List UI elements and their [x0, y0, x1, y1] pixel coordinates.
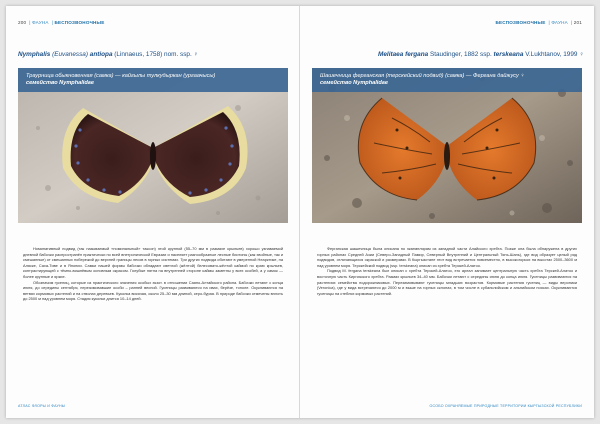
- right-species-title: [378, 51, 584, 58]
- right-subsection: БЕСПОЗВОНОЧНЫЕ: [495, 20, 546, 25]
- right-title-author: Staudinger, 1882 ssp.: [429, 51, 492, 58]
- left-paragraph: Номинативный подвид (так называемый «номинальный» таксон) этой крупной (55–70 мм в размахе крыльев) хорошо узнаваемой дневной бабочки распространён практически по всей внетропической Евразии и населяет разнообразные лесные биотопы (как хвойные, так и смешанные) от смешанных побережий до верхней границы лесов в горных системах. Три других подвида обитают в умеренной Неарктике, на Аляске, Саха-Тиве и в Японии. Самки нашей формы бабочки обладают светлой (жёлтой) белесовато-жёлтой каймой по краю крыльев, контрастирующей с тёмно-вишнёвым основным окрасом. Голубые пятна на внутренней стороне каймы заметны у всех особей, а у самок — более крупные и яркие.: [23, 246, 283, 279]
- left-photo-caption: [18, 68, 288, 92]
- right-page: [300, 6, 594, 418]
- right-caption-line1: Шашечница ферганская (терскейский подвид) (самка) — Фергана дайжусу ♀: [320, 73, 525, 79]
- left-caption-family: семейство Nymphalidae: [26, 80, 94, 86]
- left-title-author: (Linnaeus, 1758) nom. ssp. ♀: [114, 51, 199, 58]
- left-page-number: 200: [18, 20, 27, 25]
- left-butterfly-photo: [18, 68, 288, 223]
- right-title-species: fergana: [405, 51, 429, 58]
- left-section: ФАУНА: [32, 20, 49, 25]
- right-butterfly-photo: [312, 68, 582, 223]
- left-paragraph: Обозначим гусениц, которые из практического значения особых экзот. в отношении Саяно-Алтайского района. Бабочки летают с конца июня, до середины сентября, перезимовавшие особи – ранней весной. Гусеницы развиваются на ивах, берёзе, тополе. Окукливаются на ветвях кормовых растений и на стволах деревьев. Куколка висячая, около 25–30 мм длиной, серо-бурая. В природе бабочки отмечены вплоть до 2500 м над уровнем моря. Стадия куколки длится 10–14 дней.: [23, 279, 283, 302]
- right-footer: ОСОБО ОХРАНЯЕМЫЕ ПРИРОДНЫЕ ТЕРРИТОРИИ КЫРГЫЗСКОЙ РЕСПУБЛИКИ: [429, 404, 582, 408]
- right-title-subspecies: terskeana: [493, 51, 524, 58]
- right-section: ФАУНА: [551, 20, 568, 25]
- left-running-head: 200 | ФАУНА | БЕСПОЗВОНОЧНЫЕ: [18, 20, 105, 25]
- right-page-number: 201: [573, 20, 582, 25]
- left-species-title: [18, 51, 198, 58]
- right-title-author2: V.Lukhtanov, 1999 ♀: [525, 51, 584, 58]
- left-subsection: БЕСПОЗВОНОЧНЫЕ: [54, 20, 105, 25]
- book-spread: [6, 6, 594, 418]
- right-title-genus: Melitaea: [378, 51, 404, 58]
- left-body-text: [23, 246, 283, 302]
- right-running-head: БЕСПОЗВОНОЧНЫЕ | ФАУНА | 201: [495, 20, 582, 25]
- left-footer: АТЛАС ФЛОРЫ И ФАУНЫ: [18, 404, 66, 408]
- right-paragraph: Подвид M. fergana terskeana был описан с хребта Терскей-Алатоо, его ареал занимает центральную часть хребта Терскей-Алатоо и восточную часть Киргизского хребта. Размах крыльев 34–40 мм. Бабочки летают с середины июня до конца июля. Гусеницы развиваются на растениях семейства подорожниковых. Перезимовывают гусеницы младших возрастов. Кормовые растения гусениц — виды вероники (Veronica), где у вида встречаются до 2000 м и выше на горных склонах, в том числе в субальпийском и альпийском поясах. Окукливаются гусеницы на стеблях кормовых растений.: [317, 268, 577, 296]
- left-page: [6, 6, 300, 418]
- right-paragraph: Ферганская шашечница была описана по экземплярам из западной части Алайского хребта. Позже она была обнаружена в других горных районах Средней Азии (Северо-Западный Памир, Северный Внутренний и Центральный Тянь-Шань), где вид образует целый ряд подвидов, отличающихся окраской и размерами. В Кыргызстане этот вид встречается повсеместно, в высокогорьях на высотах 2500–3600 м над уровнем моря. Терскейский подвид (ssp. terskeana) описан из хребта Терскей-Алатоо.: [317, 246, 577, 268]
- right-caption-family: семейство Nymphalidae: [320, 80, 388, 86]
- left-caption-line1: Траурница обыкновенная (самка) — кайгылы тулкудыркан (ургаачысы): [26, 73, 216, 79]
- left-title-genus: Nymphalis: [18, 51, 51, 58]
- right-body-text: [317, 246, 577, 296]
- right-photo-caption: [312, 68, 582, 92]
- left-title-subgenus: (Euvanessa): [52, 51, 88, 58]
- left-title-species: antiopa: [89, 51, 113, 58]
